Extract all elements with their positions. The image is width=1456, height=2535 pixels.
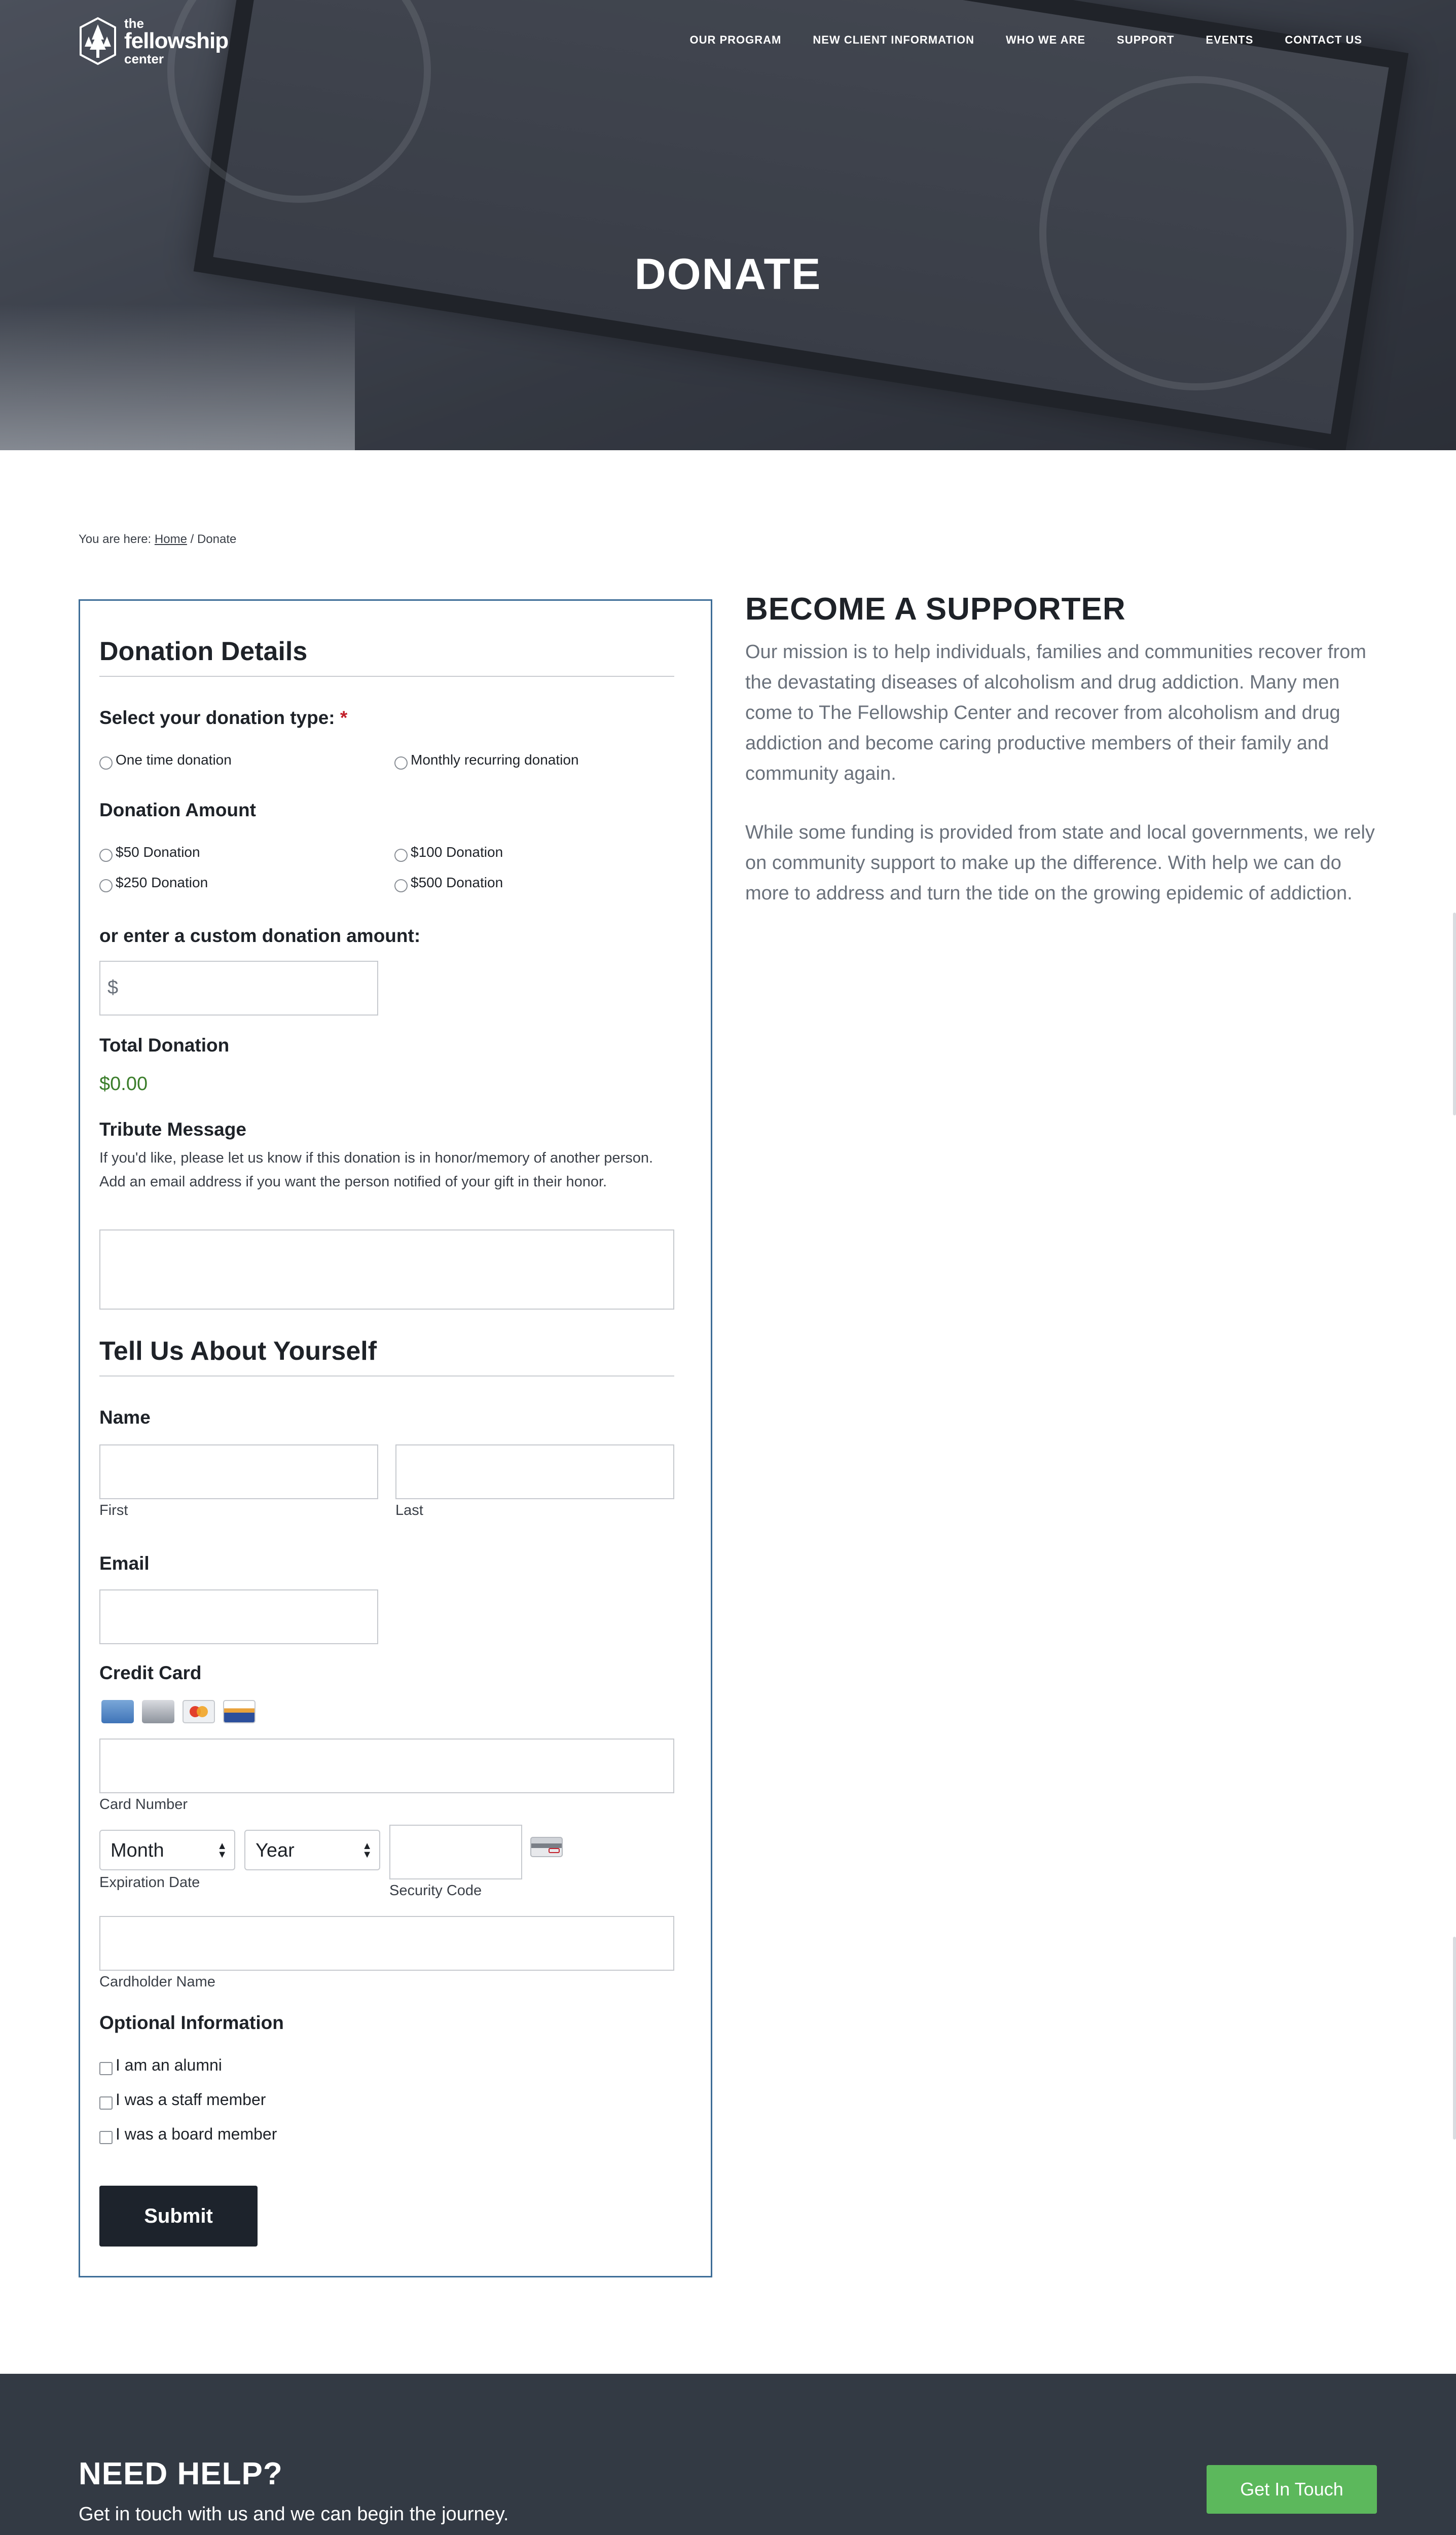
checkbox[interactable] xyxy=(99,2131,113,2144)
checkbox-staff[interactable] xyxy=(99,2090,266,2109)
custom-amount-input[interactable] xyxy=(99,961,378,1016)
expiration-month-value: Month xyxy=(111,1840,164,1861)
need-help-subtitle: Get in touch with us and we can begin the journey. xyxy=(79,2504,509,2525)
breadcrumb-separator: / xyxy=(190,532,194,546)
hero-wall xyxy=(0,304,355,450)
security-code-sublabel: Security Code xyxy=(389,1882,482,1899)
last-name-input[interactable] xyxy=(395,1444,674,1499)
radio-button[interactable] xyxy=(394,849,408,862)
donation-type-label xyxy=(99,707,347,729)
donation-details-heading: Donation Details xyxy=(99,637,308,666)
breadcrumb-home-link[interactable]: Home xyxy=(154,532,187,546)
select-arrows-icon: ▲ ▼ xyxy=(362,1840,372,1860)
security-code-input[interactable] xyxy=(389,1825,522,1879)
total-donation-value: $0.00 xyxy=(99,1073,148,1095)
logo-text-center: center xyxy=(124,51,164,66)
card-number-sublabel: Card Number xyxy=(99,1796,188,1813)
amex-card-icon xyxy=(101,1700,134,1723)
donation-amount-label: Donation Amount xyxy=(99,800,256,820)
donation-type-label-text: Select your donation type: xyxy=(99,707,335,728)
get-in-touch-button[interactable]: Get In Touch xyxy=(1207,2465,1377,2514)
radio-amount-50[interactable] xyxy=(99,844,200,860)
radio-amount-100[interactable] xyxy=(394,844,503,860)
submit-button[interactable]: Submit xyxy=(99,2186,258,2247)
breadcrumb-current: Donate xyxy=(197,532,237,546)
radio-amount-50-label: $50 Donation xyxy=(116,844,200,860)
visa-card-icon xyxy=(223,1700,256,1723)
credit-card-label: Credit Card xyxy=(99,1662,202,1683)
donation-form xyxy=(79,599,712,2277)
nav-who-we-are[interactable]: WHO WE ARE xyxy=(1005,33,1086,46)
nav-our-program[interactable]: OUR PROGRAM xyxy=(689,33,782,46)
nav-support[interactable]: SUPPORT xyxy=(1117,33,1175,46)
logo-text-fellowship: fellowship xyxy=(124,28,229,53)
radio-amount-500-label: $500 Donation xyxy=(411,875,503,890)
supporter-paragraph-2: While some funding is provided from state and local governments, we rely on community support to make up the difference. With help we can do more to address and turn the tide on the growing epidemic of addiction. xyxy=(745,822,1375,904)
expiration-year-select[interactable] xyxy=(244,1830,380,1870)
radio-button[interactable] xyxy=(99,756,113,770)
nav-new-client-information[interactable]: NEW CLIENT INFORMATION xyxy=(813,33,974,46)
page-title: DONATE xyxy=(634,250,822,299)
expiration-year-value: Year xyxy=(256,1840,295,1861)
checkbox[interactable] xyxy=(99,2062,113,2075)
nav-contact-us[interactable]: CONTACT US xyxy=(1285,33,1362,46)
cardholder-name-input[interactable] xyxy=(99,1916,674,1971)
divider xyxy=(99,676,674,677)
radio-button[interactable] xyxy=(99,879,113,892)
first-name-sublabel: First xyxy=(99,1502,128,1518)
radio-monthly-label: Monthly recurring donation xyxy=(411,752,579,768)
checkbox-alumni[interactable] xyxy=(99,2056,222,2075)
optional-information-label: Optional Information xyxy=(99,2012,284,2033)
scroll-indicator xyxy=(1453,913,1456,1115)
supporter-paragraph-1: Our mission is to help individuals, families and communities recover from the devastating diseases of alcoholism and drug addiction. Many men come to The Fellowship Center and recover from alcoholism and drug addiction and become caring productive members of their family and community again. xyxy=(745,641,1366,784)
checkbox-staff-label: I was a staff member xyxy=(116,2090,266,2109)
mastercard-icon xyxy=(183,1700,215,1723)
radio-button[interactable] xyxy=(394,756,408,770)
security-code-card-icon xyxy=(530,1837,563,1857)
tribute-help-text: If you'd like, please let us know if this donation is in honor/memory of another person. Add an email address if you want the person notified of your gift in their honor. xyxy=(99,1150,653,1190)
email-input[interactable] xyxy=(99,1589,378,1644)
radio-amount-500[interactable] xyxy=(394,875,503,891)
card-number-input[interactable] xyxy=(99,1739,674,1793)
site-logo[interactable] xyxy=(79,16,228,66)
need-help-heading: NEED HELP? xyxy=(79,2456,283,2491)
total-donation-label: Total Donation xyxy=(99,1035,230,1056)
logo-trees-icon xyxy=(79,16,117,66)
need-help-section xyxy=(0,2374,1456,2535)
first-name-input[interactable] xyxy=(99,1444,378,1499)
breadcrumb-prefix: You are here: xyxy=(79,532,152,546)
radio-one-time[interactable] xyxy=(99,752,232,768)
radio-button[interactable] xyxy=(394,879,408,892)
divider xyxy=(99,1375,674,1377)
tribute-message-textarea[interactable] xyxy=(99,1229,674,1310)
custom-amount-label: or enter a custom donation amount: xyxy=(99,925,421,946)
expiration-month-select[interactable] xyxy=(99,1830,235,1870)
about-yourself-heading: Tell Us About Yourself xyxy=(99,1336,377,1366)
hero-banner xyxy=(0,0,1456,450)
checkbox[interactable] xyxy=(99,2096,113,2110)
cardholder-name-sublabel: Cardholder Name xyxy=(99,1974,215,1990)
logo-text-the: the xyxy=(124,16,144,31)
currency-prefix: $ xyxy=(107,977,119,998)
required-mark: * xyxy=(340,707,348,728)
last-name-sublabel: Last xyxy=(395,1502,423,1518)
discover-card-icon xyxy=(142,1700,174,1723)
radio-one-time-label: One time donation xyxy=(116,752,232,768)
radio-amount-100-label: $100 Donation xyxy=(411,844,503,860)
expiration-date-sublabel: Expiration Date xyxy=(99,1874,200,1891)
nav-events[interactable]: EVENTS xyxy=(1206,33,1254,46)
select-arrows-icon: ▲ ▼ xyxy=(217,1840,227,1860)
checkbox-alumni-label: I am an alumni xyxy=(116,2056,222,2074)
email-label: Email xyxy=(99,1553,150,1574)
become-supporter-heading: BECOME A SUPPORTER xyxy=(745,592,1126,627)
radio-amount-250-label: $250 Donation xyxy=(116,875,208,890)
radio-amount-250[interactable] xyxy=(99,875,208,891)
main-nav xyxy=(690,33,1363,47)
checkbox-board-label: I was a board member xyxy=(116,2125,277,2143)
radio-monthly[interactable] xyxy=(394,752,579,768)
radio-button[interactable] xyxy=(99,849,113,862)
checkbox-board[interactable] xyxy=(99,2125,277,2144)
name-label: Name xyxy=(99,1407,151,1428)
scroll-indicator xyxy=(1453,1937,1456,2140)
breadcrumb xyxy=(79,532,236,547)
tribute-message-label: Tribute Message xyxy=(99,1119,246,1140)
